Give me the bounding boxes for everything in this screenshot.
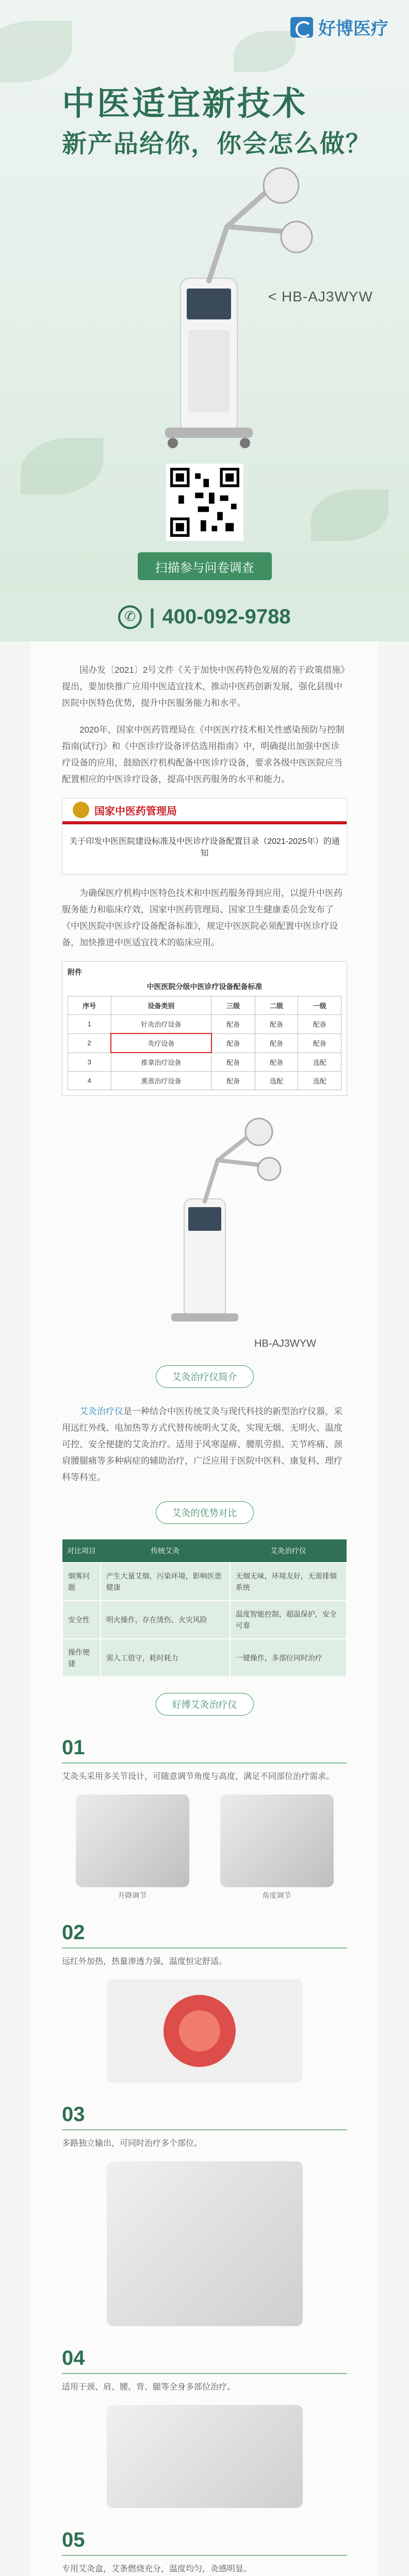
decorative-leaf (0, 21, 72, 82)
feature-photo-caption: 角度调节 (262, 1891, 291, 1900)
table-header-cell: 二级 (255, 996, 298, 1015)
comparison-table (62, 1539, 347, 1677)
gov-document-org: 国家中医药管理局 (94, 805, 177, 817)
comparison-cell: 烟雾问题 (62, 1563, 101, 1601)
feature-description: 专用艾灸盒，艾条燃烧充分，温度均匀，灸感明显。 (62, 2565, 252, 2573)
comparison-header-cell: 对比项目 (62, 1539, 101, 1563)
table-cell: 选配 (298, 1053, 341, 1072)
feature-divider (62, 2373, 347, 2374)
table-cell: 配备 (298, 1015, 341, 1034)
comparison-cell: 无烟无味，环境友好，无需排烟系统 (230, 1563, 347, 1601)
table-cell: 3 (68, 1053, 111, 1072)
brand-logo[interactable] (290, 14, 388, 40)
table-cell: 针灸治疗设备 (111, 1015, 211, 1034)
article-paragraph: 2020年，国家中医药管理局在《中医医疗技术相关性感染预防与控制指南(试行)》和《中医诊疗设备评估选用指南》中，明确提出加强中医诊疗设备的应用，鼓励医疗机构配备中医诊疗设备，要求各级中医医院应当配置相应的中医诊疗设备，提高中医药服务的水平和能力。 (62, 725, 345, 784)
table-header-cell: 设备类别 (111, 996, 211, 1015)
comparison-cell: 安全性 (62, 1601, 101, 1639)
table-row (68, 1033, 341, 1053)
feature-photo (107, 2161, 303, 2326)
feature-description: 适用于颈、肩、腰、背、腿等全身多部位治疗。 (62, 2383, 236, 2392)
gov-document-title: 关于印发中医医院建设标准及中医诊疗设备配置目录（2021-2025年）的通知 (62, 824, 347, 874)
table-cell: 配备 (211, 1033, 255, 1053)
feature-photo (220, 1794, 334, 1887)
comparison-cell: 一键操作，多部位同时治疗 (230, 1639, 347, 1677)
feature-description: 多路独立输出，可同时治疗多个部位。 (62, 2139, 203, 2148)
intro-text: 是一种结合中医传统艾灸与现代科技的新型治疗仪器，采用远红外线、电加热等方式代替传统明火艾灸，实现无烟、无明火、温度可控、安全便捷的艾灸治疗。适用于风寒湿痹、腰肌劳损、关节疼痛、颈肩腰腿痛等多种病症的辅助治疗，广泛应用于医院中医科、康复科、理疗科等科室。 (62, 1406, 342, 1482)
intro-paragraph (62, 1403, 347, 1486)
table-cell: 配备 (255, 1033, 298, 1053)
section-pill-compare: 艾灸的优势对比 (156, 1501, 254, 1524)
comparison-cell: 操作便捷 (62, 1639, 101, 1677)
national-emblem-icon (73, 802, 89, 818)
table-cell: 推拿治疗设备 (111, 1053, 211, 1072)
table-cell: 选配 (255, 1072, 298, 1090)
survey-qr-code[interactable] (166, 464, 243, 541)
table-cell: 熏蒸治疗设备 (111, 1072, 211, 1090)
device-model-label-secondary: HB-AJ3WYW (254, 1338, 316, 1349)
survey-scan-button[interactable]: 扫描参与问卷调查 (138, 552, 272, 580)
feature-block (62, 1736, 347, 1901)
feature-divider (62, 1947, 347, 1948)
comparison-cell: 产生大量艾烟，污染环境，影响医患健康 (101, 1563, 230, 1601)
phone-icon (118, 605, 142, 629)
comparison-row (62, 1563, 347, 1601)
comparison-cell: 需人工值守，耗时耗力 (101, 1639, 230, 1677)
table-cell: 配备 (255, 1015, 298, 1034)
feature-number: 01 (62, 1736, 85, 1759)
table-row (68, 1015, 341, 1034)
feature-photo (107, 2405, 303, 2508)
table-cell: 配备 (211, 1072, 255, 1090)
table-row (68, 1072, 341, 1090)
table-cell: 配备 (298, 1033, 341, 1053)
feature-photo (107, 1979, 303, 2082)
table-cell: 2 (68, 1033, 111, 1053)
feature-photo-caption: 升降调节 (118, 1891, 147, 1900)
table-cell: 选配 (298, 1072, 341, 1090)
hero-section (0, 0, 409, 592)
feature-divider (62, 1762, 347, 1764)
table-row (68, 1053, 341, 1072)
standard-table-screenshot (62, 961, 347, 1096)
section-pill-intro: 艾灸治疗仪简介 (156, 1365, 254, 1388)
feature-number: 02 (62, 1921, 85, 1944)
table-cell: 配备 (255, 1053, 298, 1072)
table-cell: 1 (68, 1015, 111, 1034)
device-image (103, 165, 320, 453)
decorative-leaf (21, 438, 103, 495)
feature-block (62, 1921, 347, 2082)
comparison-row (62, 1601, 347, 1639)
qr-code-icon (170, 468, 239, 537)
hotline-divider: | (149, 605, 155, 628)
feature-number: 05 (62, 2529, 85, 2551)
table-cell: 4 (68, 1072, 111, 1090)
table-header-cell: 三级 (211, 996, 255, 1015)
intro-highlight: 艾灸治疗仪 (79, 1406, 123, 1416)
article-paragraph: 国办发〔2021〕2号文件《关于加快中医药特色发展的若干政策措施》提出，要加快推广应用中医适宜技术，推动中医药创新发展，强化县级中医院中医特色优势，提升中医服务能力和水平。 (62, 665, 345, 708)
feature-block (62, 2529, 347, 2576)
article-panel (31, 641, 378, 2576)
feature-block (62, 2103, 347, 2326)
feature-block (62, 2347, 347, 2508)
hero-title: 中医适宜新技术 (62, 85, 307, 122)
hero-subtitle: 新产品给你，你会怎么做？ (62, 130, 372, 158)
feature-description: 艾灸头采用多关节设计，可随意调节角度与高度，满足不同部位治疗需求。 (62, 1772, 335, 1781)
comparison-header-cell: 艾灸治疗仪 (230, 1539, 347, 1563)
gov-document-screenshot (62, 798, 347, 875)
comparison-header-cell: 传统艾灸 (101, 1539, 230, 1563)
feature-number: 03 (62, 2103, 85, 2126)
table-cell: 配备 (211, 1053, 255, 1072)
section-pill-features: 好博艾灸治疗仪 (156, 1693, 254, 1716)
comparison-row (62, 1639, 347, 1677)
decorative-leaf (311, 489, 388, 541)
article-paragraph: 为确保医疗机构中医特色技术和中医药服务得到应用，以提升中医药服务能力和临床疗效，国家中医药管理局、国家卫生健康委员会发布了《中医医院中医诊疗设备配备标准》，规定中医医院必须配置中医诊疗设备，加快推进中医适宜技术的临床应用。 (62, 888, 342, 947)
hotline-number[interactable]: 400-092-9788 (162, 605, 291, 628)
table-header-cell: 序号 (68, 996, 111, 1015)
feature-divider (62, 2129, 347, 2130)
table-caption: 附件 (68, 968, 82, 976)
feature-photo (76, 1794, 189, 1887)
comparison-cell: 温度智能控制，超温保护，安全可靠 (230, 1601, 347, 1639)
feature-number: 04 (62, 2347, 85, 2369)
decorative-leaf (234, 31, 296, 72)
device-model-label: < HB-AJ3WYW (268, 289, 373, 304)
brand-name: 好博医疗 (318, 19, 388, 39)
brand-mark-icon (290, 17, 313, 38)
phone-band (0, 592, 409, 641)
table-cell-highlighted: 灸疗设备 (111, 1033, 211, 1053)
feature-description: 远红外加热，热量渗透力强，温度恒定舒适。 (62, 1957, 227, 1966)
feature-images (62, 1794, 347, 1901)
comparison-cell: 明火操作，存在烫伤、火灾风险 (101, 1601, 230, 1639)
table-header-cell: 一级 (298, 996, 341, 1015)
table-cell: 配备 (211, 1015, 255, 1034)
gov-document-header (62, 799, 347, 824)
device-image-secondary (127, 1116, 282, 1333)
standard-table (68, 996, 341, 1090)
table-title: 中医医院分级中医诊疗设备配备标准 (146, 982, 263, 991)
feature-divider (62, 2555, 347, 2556)
